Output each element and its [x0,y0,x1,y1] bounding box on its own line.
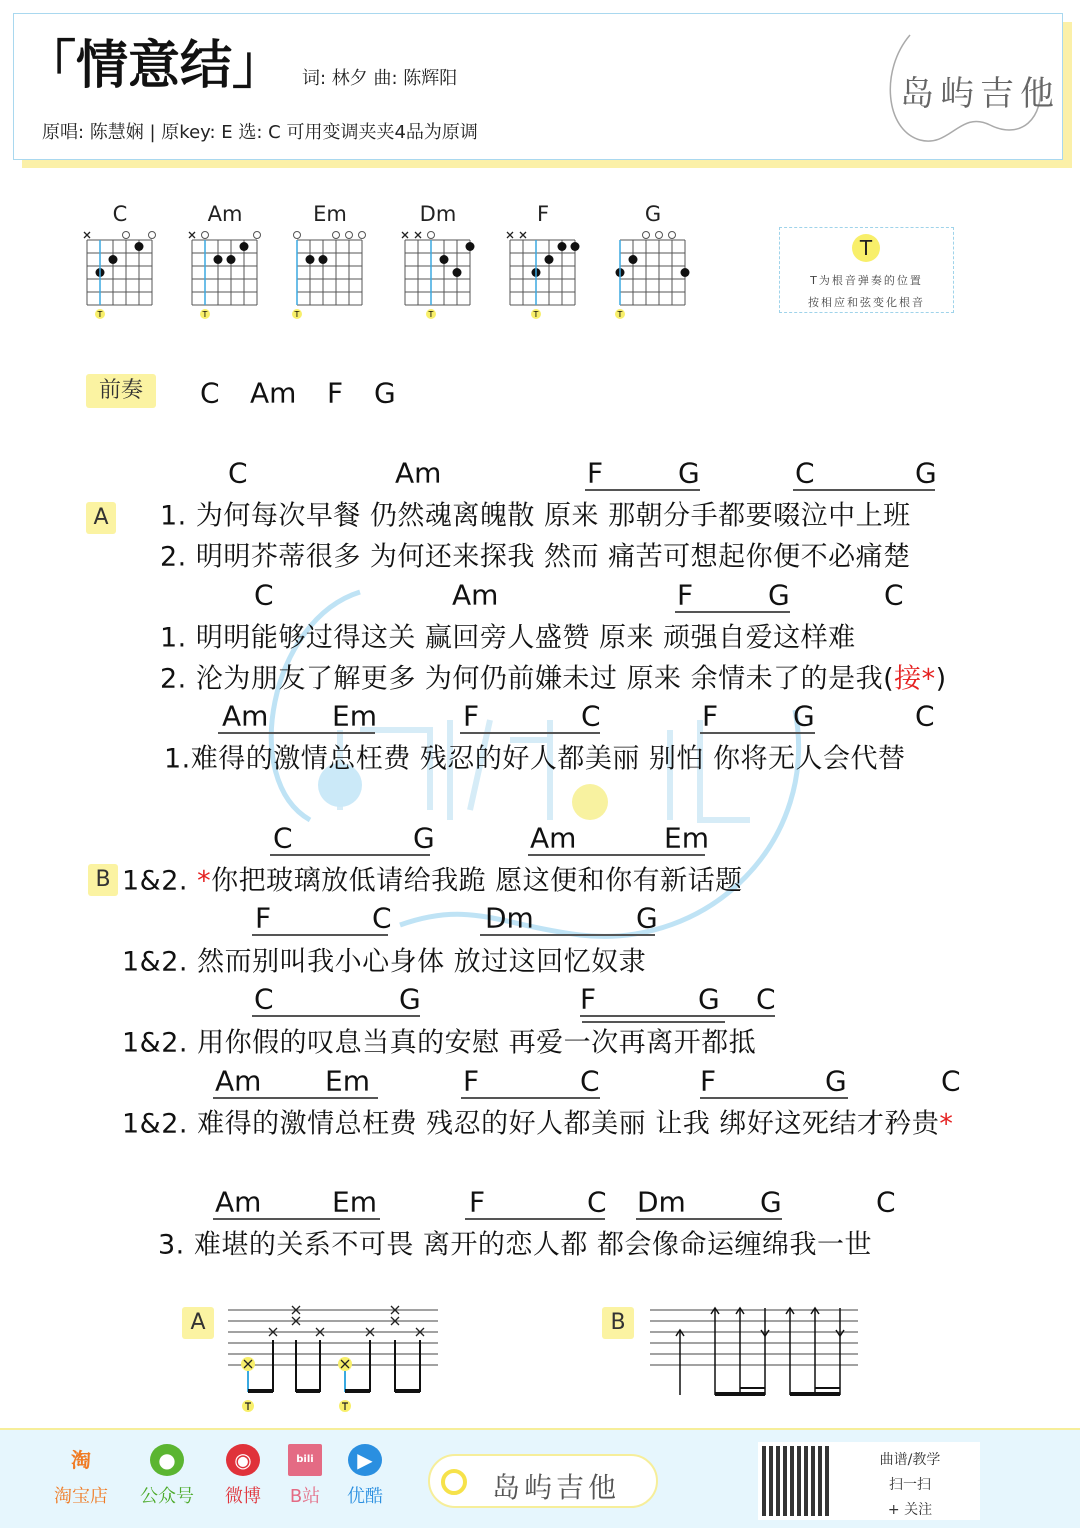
strum-pattern-a [228,1300,443,1415]
mark-asterisk: * [939,1108,954,1140]
chord-label: F [255,901,272,935]
lyric-line [122,940,646,979]
lyric-text: 1&2. 用你假的叹息当真的安慰 再爱一次再离开都抵 [122,1027,757,1059]
mark-asterisk: * [197,865,212,897]
chord-diagram-Dm [399,228,479,323]
svg-text:T: T [202,310,208,319]
chord-label: G [678,456,700,490]
search-icon [440,1468,470,1498]
wechat-link[interactable] [138,1444,196,1508]
chord-name-Em: Em [313,202,347,226]
youku-play-icon: ▶ [348,1444,382,1476]
chord-underline [528,854,705,856]
chord-underline [460,732,600,734]
intro-chord: F [327,376,344,410]
weibo-link[interactable] [214,1444,272,1508]
chord-label: C [587,1185,607,1219]
chord-label: F [677,578,694,612]
wechat-icon: ● [150,1444,184,1476]
intro-chord: Am [250,376,297,410]
chord-label: F [469,1185,486,1219]
section-a-label: A [86,502,116,534]
lyric-line [122,859,743,898]
chord-name-Dm: Dm [419,202,457,226]
chord-label: G [793,699,815,733]
chord-name-F: F [536,202,550,226]
bilibili-icon: bili [288,1444,322,1476]
qr-line-1: 曲谱/教学 [879,1452,941,1468]
chord-label: F [463,1064,480,1098]
chord-diagram-Em [291,228,371,323]
intro-chord: C [200,376,220,410]
lyric-text: 1&2. 难得的激情总枉费 残忍的好人都美丽 让我 绑好这死结才矜贵 [122,1108,940,1140]
chord-label: C [254,578,274,612]
chord-label: F [700,1064,717,1098]
svg-text:T: T [617,310,623,319]
chord-label: C [372,901,392,935]
chord-label: Am [215,1064,262,1098]
chord-label: C [228,456,248,490]
bilibili-link[interactable] [276,1444,334,1508]
strum-pattern-b [650,1300,860,1400]
qr-follow: + 关注 [887,1502,933,1518]
chord-label: F [587,456,604,490]
bilibili-label: B站 [289,1486,321,1507]
taobao-label: 淘宝店 [54,1486,108,1507]
pattern-a-label: A [182,1307,214,1339]
chord-label: G [698,982,720,1016]
search-box[interactable] [428,1454,658,1508]
chord-label: Em [332,1185,377,1219]
lyric-line [122,1102,953,1141]
lyric-line [160,535,911,574]
chord-label: G [760,1185,782,1219]
lyric-text: 2. 沦为朋友了解更多 为何仍前嫌未过 原来 余情未了的是我( [160,663,895,695]
song-title: 「情意结」 [24,36,285,96]
chord-underline [213,1097,378,1099]
lyric-text: 1. 为何每次早餐 仍然魂离魄散 原来 那朝分手都要啜泣中上班 [160,500,911,532]
lyric-text: 1.难得的激情总枉费 残忍的好人都美丽 别怕 你将无人会代替 [164,743,906,775]
chord-label: Dm [485,901,534,935]
jump-mark: 接* [894,663,936,695]
lyric-line [160,657,947,696]
paren: ) [935,663,947,695]
chord-diagram-F [504,228,584,323]
pattern-b-label: B [602,1307,634,1339]
weibo-label: 微博 [225,1486,261,1507]
chord-label: C [273,821,293,855]
chord-underline [636,1218,782,1220]
chord-underline [700,1097,848,1099]
chord-diagram-G [614,228,694,323]
verse-number: 1&2. [122,865,198,897]
chord-label: Dm [637,1185,686,1219]
svg-text:T: T [533,310,539,319]
lyric-text: 你把玻璃放低请给我跪 愿这便和你有新话题 [211,865,743,897]
chord-underline [480,934,655,936]
chord-label: Am [222,699,269,733]
lyric-text: 2. 明明芥蒂很多 为何还来探我 然而 痛苦可想起你便不必痛楚 [160,541,911,573]
qr-code [762,1446,832,1516]
chord-label: Am [395,456,442,490]
chord-underline [700,732,815,734]
intro-chord: G [374,376,396,410]
root-tip-box [779,227,954,313]
chord-label: C [795,456,815,490]
chord-name-G: G [644,202,662,226]
chord-label: Em [325,1064,370,1098]
chord-label: C [876,1185,896,1219]
section-b-label: B [88,864,118,896]
chord-label: C [915,699,935,733]
svg-text:T: T [428,310,434,319]
tip-line-1: T为根音弹奏的位置 [810,274,923,287]
chord-label: G [636,901,658,935]
chord-label: Am [452,578,499,612]
chord-diagram-Am [186,228,266,323]
root-badge: T [852,234,880,262]
chord-underline [252,934,388,936]
chord-underline [580,1015,775,1017]
chord-label: C [756,982,776,1016]
chord-underline [461,1097,600,1099]
lyric-text: 3. 难堪的关系不可畏 离开的恋人都 都会像命运缠绵我一世 [158,1229,873,1261]
chord-label: Em [332,699,377,733]
weibo-icon: ◉ [226,1444,260,1476]
song-meta: 原唱: 陈慧娴 | 原key: E 选: C 可用变调夹夹4品为原调 [42,122,478,143]
lyric-text: 1. 明明能够过得这关 赢回旁人盛赞 原来 顽强自爱这样难 [160,622,856,654]
chord-label: C [254,982,274,1016]
chord-underline [675,611,790,613]
tip-line-2: 按相应和弦变化根音 [808,296,925,309]
search-text: 岛屿吉他 [492,1471,621,1504]
chord-label: G [915,456,937,490]
qr-panel[interactable] [758,1442,980,1520]
lyric-line [160,616,856,655]
chord-name-Am: Am [207,202,243,226]
taobao-icon: 淘 [71,1448,91,1472]
lyric-line [158,1223,872,1262]
chord-underline [793,489,935,491]
lyric-line [164,737,906,776]
chord-underline [252,1015,420,1017]
qr-line-2: 扫一扫 [889,1477,931,1493]
wechat-label: 公众号 [140,1486,194,1507]
chord-underline [465,1218,605,1220]
chord-label: Am [530,821,577,855]
logo-text: 岛屿吉他 [900,74,1060,114]
chord-name-C: C [112,202,128,226]
footer-bar [0,1428,1080,1528]
youku-link[interactable] [336,1444,394,1508]
svg-text:T: T [97,310,103,319]
chord-label: C [581,699,601,733]
svg-text:T: T [294,310,300,319]
chord-label: Em [664,821,709,855]
credits: 词: 林夕 曲: 陈辉阳 [302,68,458,89]
chord-label: C [580,1064,600,1098]
chord-underline [213,1218,380,1220]
chord-diagram-C [81,228,161,323]
chord-label: G [399,982,421,1016]
title-row [24,34,457,98]
chord-label: G [768,578,790,612]
lyric-text: 1&2. 然而别叫我小心身体 放过这回忆奴隶 [122,946,647,978]
taobao-link[interactable] [52,1444,110,1508]
chord-underline [218,732,375,734]
lyric-line [160,494,911,533]
youku-label: 优酷 [347,1486,383,1507]
chord-underline [270,854,430,856]
chord-label: F [463,699,480,733]
chord-label: C [941,1064,961,1098]
chord-label: G [825,1064,847,1098]
chord-label: C [884,578,904,612]
chord-underline [585,489,700,491]
chord-label: F [702,699,719,733]
chord-label: Am [215,1185,262,1219]
chord-label: F [580,982,597,1016]
lyric-line [122,1021,756,1060]
chord-label: G [413,821,435,855]
intro-label: 前奏 [86,374,156,408]
